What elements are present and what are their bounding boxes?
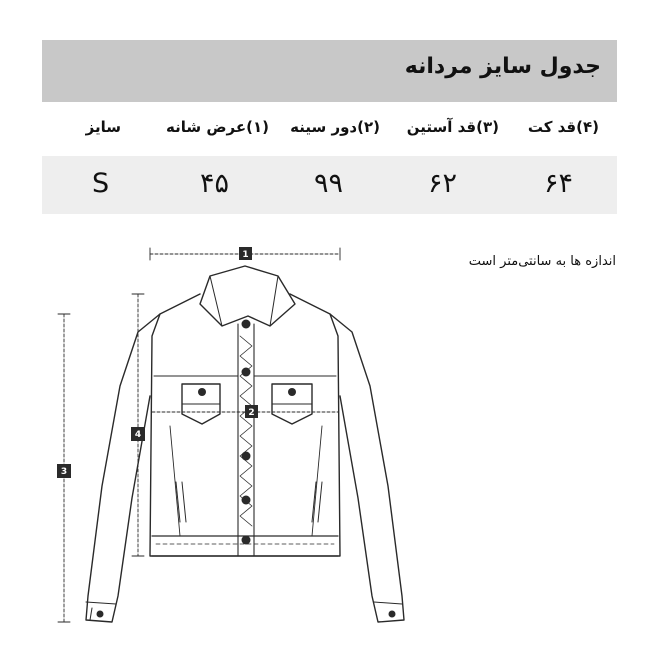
jacket-collar [200,266,295,326]
header-sleeve-length: (۳)قد آستین [406,118,499,136]
header-chest: (۲)دور سینه [290,118,380,136]
value-chest: ۹۹ [314,168,344,199]
svg-text:3: 3 [60,467,68,477]
left-slash-pocket [176,482,186,522]
svg-text:1: 1 [242,250,249,260]
measure-marker-4 [131,427,145,441]
header-jacket-length: (۴)قد کت [527,118,599,136]
jacket-diagram [40,236,440,651]
value-sleeve-length: ۶۲ [428,168,458,199]
buttons [97,320,396,618]
jacket-right-sleeve [330,314,404,622]
value-jacket-length: ۶۴ [544,168,574,199]
header-shoulder-width: (۱)عرض شانه [166,118,269,136]
units-note: اندازه ها به سانتی‌متر است [468,254,616,269]
size-table-title-bar [42,40,617,102]
measurement-guides [58,248,340,622]
table-header-row [42,110,617,150]
measure-marker-1 [239,247,252,260]
table-value-row [42,156,617,214]
measure-marker-3 [57,464,71,478]
measure-marker-2 [245,405,258,418]
jacket-left-sleeve [86,314,160,622]
svg-text:2: 2 [248,408,255,418]
value-shoulder-width: ۴۵ [200,168,230,199]
value-size: S [92,168,110,199]
svg-text:4: 4 [134,430,142,440]
header-size: سایز [85,118,121,136]
table-title: جدول سایز مردانه [404,54,601,79]
